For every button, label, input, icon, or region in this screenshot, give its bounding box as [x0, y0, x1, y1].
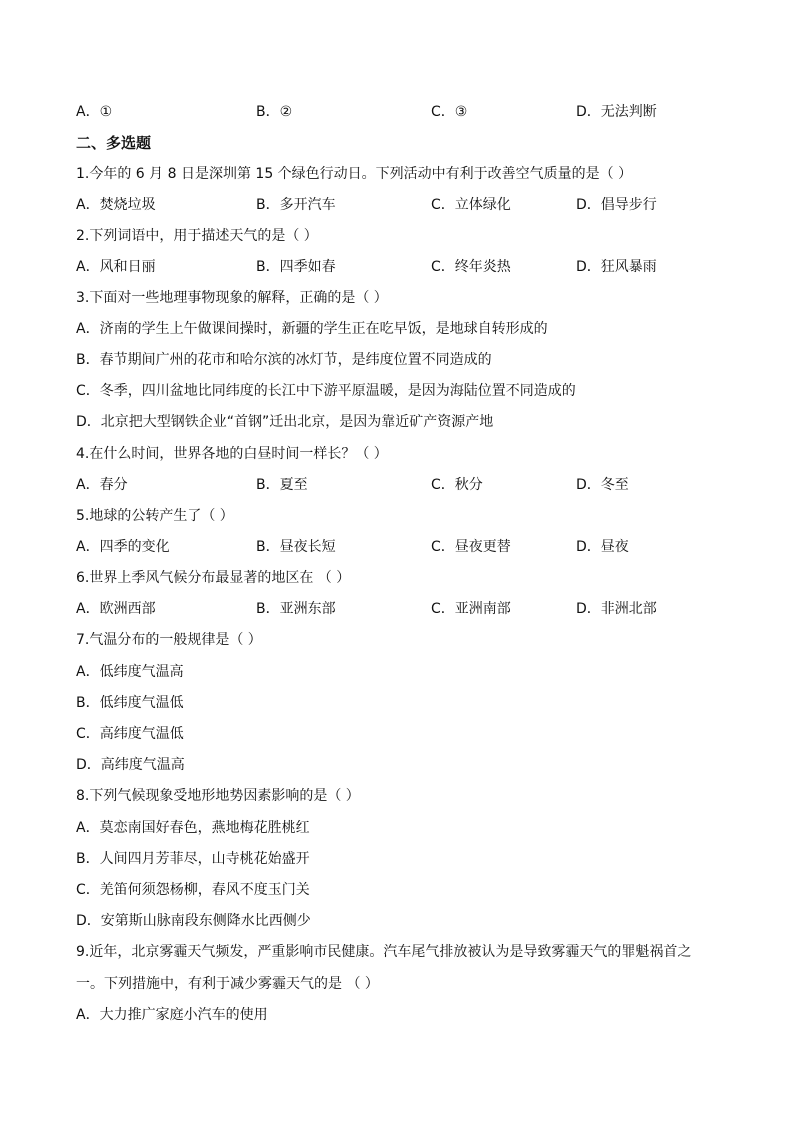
option-d: D．无法判断: [576, 104, 657, 120]
option-b: B．春节期间广州的花市和哈尔滨的冰灯节，是纬度位置不同造成的: [76, 352, 492, 368]
option-d: D．高纬度气温高: [76, 757, 185, 773]
option-c: C．高纬度气温低: [76, 726, 184, 742]
option-c: C．③: [431, 104, 468, 120]
option-c: C．终年炎热: [431, 259, 511, 275]
option-a: A．低纬度气温高: [76, 664, 184, 680]
option-a: A．大力推广家庭小汽车的使用: [76, 1007, 268, 1023]
question-stem: 8.下列气候现象受地形地势因素影响的是（ ）: [76, 788, 360, 804]
question-stem: 3.下面对一些地理事物现象的解释，正确的是（ ）: [76, 290, 388, 306]
option-c: C．秋分: [431, 477, 483, 493]
option-a: A．四季的变化: [76, 539, 170, 555]
option-a: A．莫恋南国好春色，燕地梅花胜桃红: [76, 820, 310, 836]
option-b: B．昼夜长短: [256, 539, 336, 555]
option-d: D．狂风暴雨: [576, 259, 657, 275]
option-b: B．夏至: [256, 477, 308, 493]
option-a: A．①: [76, 104, 113, 120]
option-d: D．非洲北部: [576, 601, 657, 617]
section-title: 二、多选题: [76, 134, 152, 152]
question-stem: 7.气温分布的一般规律是（ ）: [76, 632, 262, 648]
option-a: A．焚烧垃圾: [76, 197, 156, 213]
question-stem: 4.在什么时间，世界各地的白昼时间一样长？（ ）: [76, 446, 388, 462]
option-b: B．低纬度气温低: [76, 695, 184, 711]
question-stem-line-1: 9.近年，北京雾霾天气频发，严重影响市民健康。汽车尾气排放被认为是导致雾霾天气的罪魁祸首之: [76, 944, 692, 960]
question-stem: 6.世界上季风气候分布最显著的地区在 （ ）: [76, 570, 351, 586]
option-c: C．亚洲南部: [431, 601, 511, 617]
option-b: B．四季如春: [256, 259, 336, 275]
option-a: A．春分: [76, 477, 128, 493]
option-d: D．北京把大型钢铁企业“首钢”迁出北京，是因为靠近矿产资源产地: [76, 414, 494, 430]
option-c: C．昼夜更替: [431, 539, 511, 555]
option-b: B．②: [256, 104, 293, 120]
option-d: D．昼夜: [576, 539, 629, 555]
option-a: A．欧洲西部: [76, 601, 156, 617]
question-stem: 1.今年的 6 月 8 日是深圳第 15 个绿色行动日。下列活动中有利于改善空气质量的是（ ）: [76, 166, 633, 182]
question-options: [76, 599, 756, 619]
question-stem: 2.下列词语中，用于描述天气的是（ ）: [76, 228, 318, 244]
question-options: [76, 195, 756, 215]
option-a: A．风和日丽: [76, 259, 156, 275]
option-c: C．冬季，四川盆地比同纬度的长江中下游平原温暖，是因为海陆位置不同造成的: [76, 383, 576, 399]
option-c: C．羌笛何须怨杨柳，春风不度玉门关: [76, 882, 310, 898]
question-options: [76, 537, 756, 557]
question-stem-line-2: 一。下列措施中，有利于减少雾霾天气的是 （ ）: [76, 976, 379, 992]
option-b: B．多开汽车: [256, 197, 336, 213]
question-options: [76, 475, 756, 495]
option-b: B．人间四月芳菲尽，山寺桃花始盛开: [76, 851, 310, 867]
option-a: A．济南的学生上午做课间操时，新疆的学生正在吃早饭，是地球自转形成的: [76, 321, 548, 337]
option-d: D．冬至: [576, 477, 629, 493]
question-stem: 5.地球的公转产生了（ ）: [76, 508, 234, 524]
question-options: [76, 257, 756, 277]
option-b: B．亚洲东部: [256, 601, 336, 617]
option-c: C．立体绿化: [431, 197, 511, 213]
prev-question-options: [76, 102, 756, 122]
option-d: D．安第斯山脉南段东侧降水比西侧少: [76, 913, 311, 929]
option-d: D．倡导步行: [576, 197, 657, 213]
